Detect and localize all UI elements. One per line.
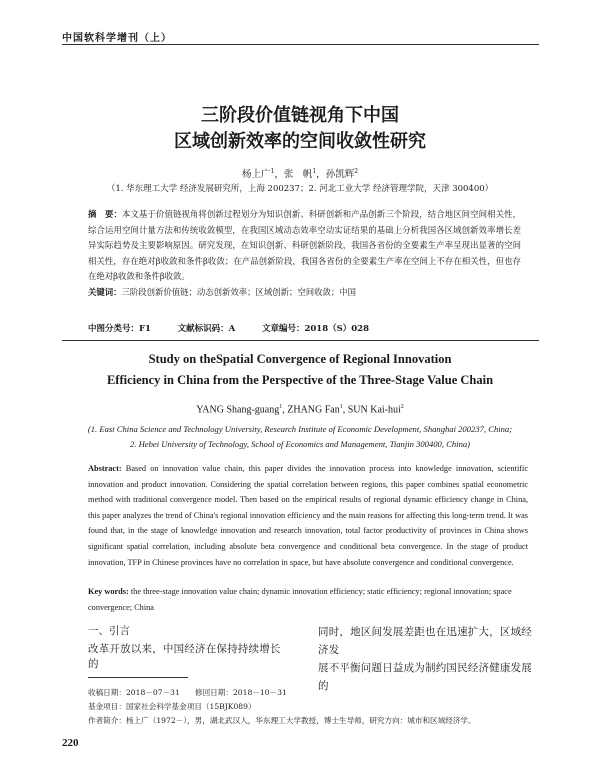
chinese-authors: 杨上广$^1$，张 帆$^1$，孙凯辉$^2$ — [241, 167, 359, 180]
page-number: 220 — [62, 737, 79, 749]
author-en-1-affil: 1 — [279, 404, 283, 410]
clc-number: 中图分类号：F1 — [88, 324, 151, 334]
english-abstract — [88, 461, 528, 570]
keywords-en-label: Key words: — [88, 587, 129, 596]
author-1: 杨上广 — [241, 169, 271, 180]
english-affiliation-line-2: 2. Hebei University of Technology, School of Economics and Management, Tianjin 300400, China) — [129, 439, 471, 449]
body-right-line-1: 同时，地区间发展差距也在迅速扩大，区域经济发 — [318, 626, 532, 656]
footnote-fund: 基金项目：国家社会科学基金项目（15BJK089） — [88, 702, 256, 711]
article-number: 文章编号：2018（S）028 — [261, 324, 370, 334]
journal-header: 中国软科学增刊（上） — [62, 33, 172, 44]
meta-rule — [62, 340, 539, 341]
author-2: 张 帆 — [283, 169, 313, 180]
english-affiliation — [70, 422, 530, 452]
footnotes — [88, 686, 528, 728]
body-right-column — [318, 623, 533, 695]
footnote-rule — [88, 677, 188, 678]
footnote-author: 作者简介：杨上广（1972－），男，湖北武汉人，华东理工大学教授，博士生导师，研究方向：城市和区域经济学。 — [88, 716, 476, 725]
author-2-affil: 1 — [312, 167, 317, 175]
author-en-3-affil: 2 — [400, 404, 404, 410]
keywords-cn-text: 三阶段创新价值链；动态创新效率；区域创新；空间收敛；中国 — [121, 286, 356, 297]
section-heading-introduction: 一、引言 — [88, 625, 130, 637]
classification-meta — [88, 322, 393, 334]
author-en-1: YANG Shang-guang — [196, 404, 280, 416]
chinese-affiliation: （1. 华东理工大学 经济发展研究所，上海 200237；2. 河北工业大学 经济管理学院，天津 300400） — [106, 184, 494, 194]
author-en-3: SUN Kai-hui — [347, 404, 401, 416]
chinese-abstract — [88, 207, 521, 300]
footnote-dates: 收稿日期：2018－07－31 修回日期：2018－10－31 — [88, 688, 287, 697]
english-title-line-1: Study on theSpatial Convergence of Regional Innovation — [148, 352, 452, 366]
abstract-cn-text: 本文基于价值链视角将创新过程划分为知识创新、科研创新和产品创新三个阶段，结合地区间空间相关性，综合运用空间计量方法和传统收敛模型，在我国区域动态效率空动实证结果的基础上分析我国各区域创新效率增长差异实际趋势及主要影响原因。研究发现，在知识创新、科研创新阶段，我国各省份的全要素生产率呈现出显著的空间相关性，存在绝对β收敛和条件β收敛；在产品创新阶段，我国各省份的全要素生产率在空间上不存在相关性，但也存在绝对β收敛和条件β收敛。 — [88, 209, 522, 281]
author-en-2: ZHANG Fan — [287, 404, 340, 416]
body-right-line-2: 展不平衡问题日益成为制约国民经济健康发展的 — [318, 662, 532, 692]
english-affiliation-line-1: (1. East China Science and Technology University, Research Institute of Economic Development, Shanghai 200237, China; — [87, 424, 513, 434]
abstract-en-text: Based on innovation value chain, this paper divides the innovation process into knowledge innovation, scientific innovation and product innovation. Considering the spatial correlation between regions, this paper combines spatial econometric method with traditional convergence model. Then based on the empirical results of regional dynamic efficiency change in China, this paper analyzes the trend of China's regional innovation efficiency and the main reasons for affecting this long-term trend. It was found that, in the stage of knowledge innovation and research innovation, total factor productivity of provinces in China shows significant spatial correlation, including absolute beta convergence and conditional beta convergence. In the stage of product innovation, TFP in Chinese provinces have no correlation in space, but have absolute convergence and conditional convergence. — [88, 464, 529, 567]
document-code: 文献标识码：A — [177, 324, 236, 334]
author-en-2-affil: 1 — [339, 404, 343, 410]
keywords-en-text: the three-stage innovation value chain; dynamic innovation efficiency; static efficiency; regional innovation; space convergence; China — [88, 587, 512, 612]
author-3: 孙凯辉 — [325, 169, 355, 180]
author-1-affil: 1 — [270, 167, 275, 175]
chinese-title-line-1: 三阶段价值链视角下中国 — [201, 105, 399, 126]
english-title-line-2: Efficiency in China from the Perspective of the Three-Stage Value Chain — [106, 373, 494, 387]
abstract-cn-label: 摘 要： — [88, 209, 122, 219]
author-3-affil: 2 — [354, 167, 359, 175]
english-keywords — [88, 584, 528, 615]
english-authors: YANG Shang-guang$^1$, ZHANG Fan$^1$, SUN Kai-hui$^2$ — [196, 404, 404, 416]
chinese-title-line-2: 区域创新效率的空间收敛性研究 — [174, 131, 426, 152]
abstract-en-label: Abstract: — [88, 464, 122, 473]
header-rule — [62, 44, 539, 45]
keywords-cn-label: 关键词： — [88, 286, 122, 297]
body-left-column: 改革开放以来，中国经济在保持持续增长的 — [88, 643, 281, 670]
